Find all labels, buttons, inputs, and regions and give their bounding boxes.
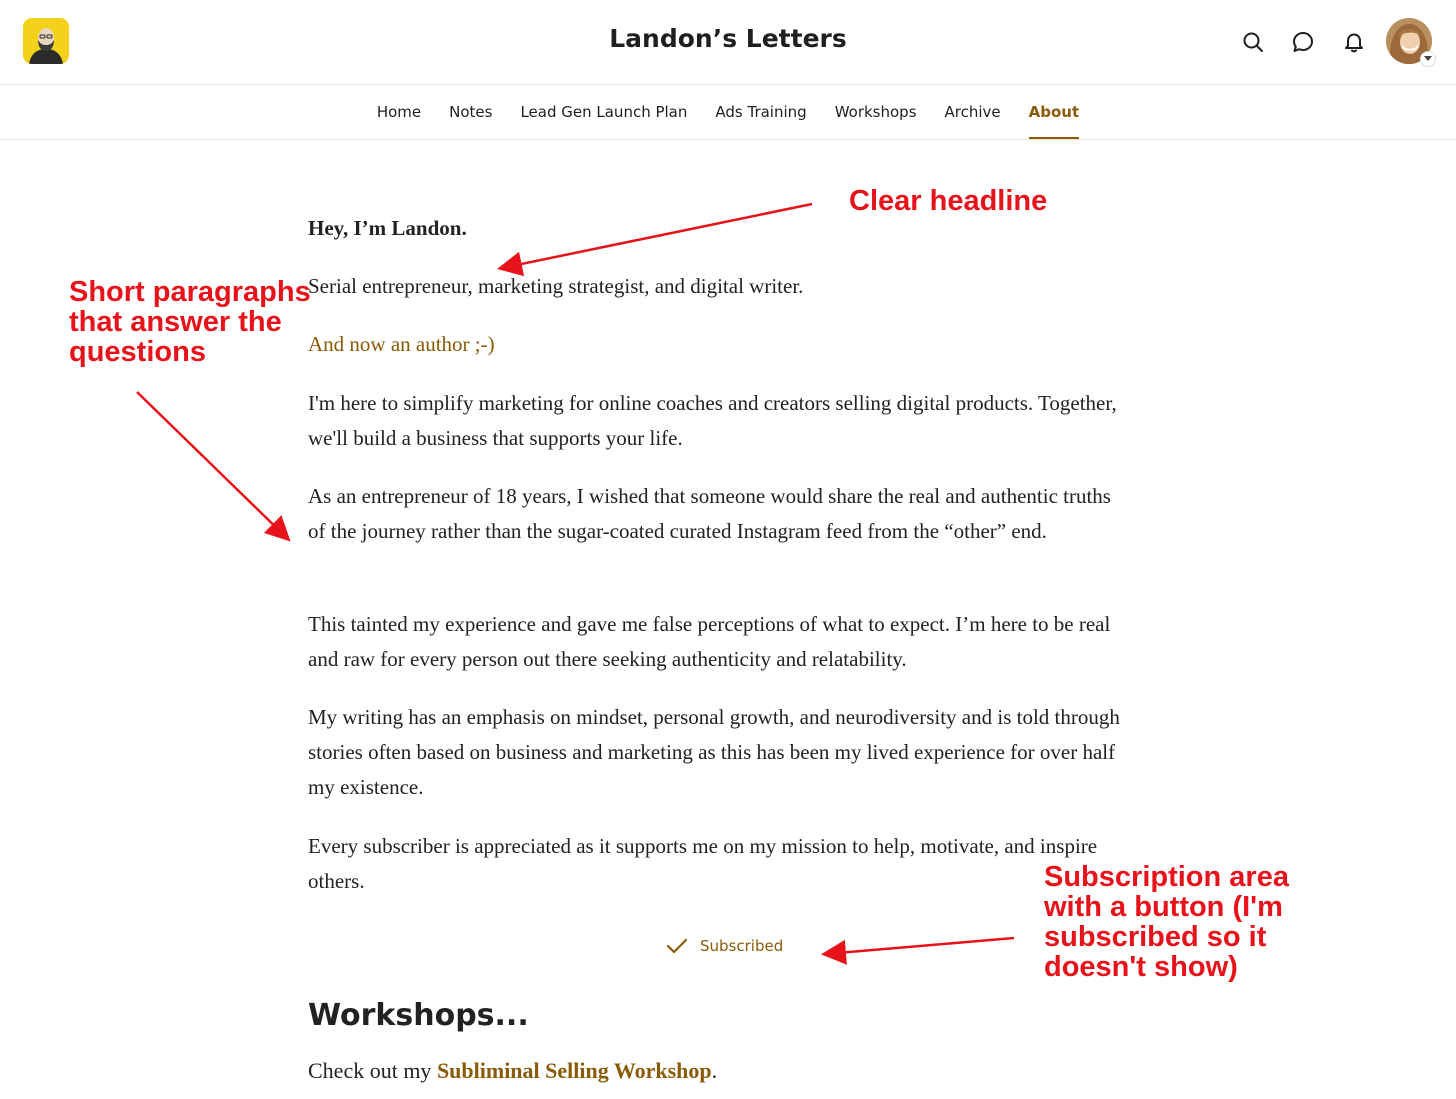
annotation-line: questions [69,336,206,368]
main-nav [0,85,1456,140]
top-bar [0,0,1456,85]
writing-paragraph: My writing has an emphasis on mindset, personal growth, and neurodiversity and is told through stories often based on business and marketing as this has been my lived experience for over half my existence. [308,705,1120,799]
subliminal-selling-workshop-link[interactable]: Subliminal Selling Workshop [436,1058,712,1083]
paragraphs-arrow [137,392,287,538]
nav-item-workshops[interactable]: Workshops [834,103,917,121]
nav-item-archive[interactable]: Archive [944,103,1001,121]
tagline-paragraph: Serial entrepreneur, marketing strategist, and digital writer. [308,274,804,298]
annotation-line: doesn't show) [1044,951,1238,983]
workshop-prefix: Check out my [308,1058,437,1083]
logo-portrait-icon [23,18,69,64]
nav-item-notes[interactable]: Notes [449,103,493,121]
workshop-suffix: . [711,1058,718,1083]
nav-item-ads-training[interactable]: Ads Training [715,103,807,121]
authenticity-paragraph: This tainted my experience and gave me false perceptions of what to expect. I’m here to be real and raw for every person out there seeking authenticity and relatability. [308,612,1111,671]
chevron-down-icon[interactable] [1421,52,1435,66]
subscriber-paragraph: Every subscriber is appreciated as it supports me on my mission to help, motivate, and inspire others. [308,834,1098,893]
search-icon[interactable] [1238,27,1268,57]
journey-paragraph: As an entrepreneur of 18 years, I wished that someone would share the real and authentic truths of the journey rather than the sugar-coated curated Instagram feed from the “other” end. [308,484,1111,543]
nav-item-about[interactable]: About [1029,85,1080,139]
annotation-subscription-area [1044,862,1289,982]
nav-item-lead-gen-launch-plan[interactable]: Lead Gen Launch Plan [520,103,688,121]
check-icon [666,937,688,955]
site-title[interactable]: Landon’s Letters [609,24,847,53]
subscribed-button[interactable] [666,931,783,961]
nav-list [0,85,1456,139]
author-note: And now an author ;-) [308,332,495,356]
workshop-paragraph [308,1053,717,1088]
greeting-headline: Hey, I’m Landon. [308,216,467,240]
annotation-line: Subscription area [1044,861,1289,893]
chat-icon[interactable] [1288,27,1318,57]
annotation-line: Short paragraphs [69,276,311,308]
workshops-heading: Workshops... [308,998,529,1033]
publication-logo[interactable] [23,18,69,64]
bell-icon[interactable] [1339,27,1369,57]
annotation-line: with a button (I'm [1044,891,1283,923]
intro-paragraph: I'm here to simplify marketing for online coaches and creators selling digital products. Together, we'll build a business that supports your life. [308,391,1117,450]
nav-item-home[interactable]: Home [376,103,422,121]
annotation-clear-headline: Clear headline [849,185,1048,217]
annotation-short-paragraphs [69,277,311,367]
subscribed-label: Subscribed [700,937,784,955]
annotation-line: that answer the [69,306,282,338]
annotation-line: subscribed so it [1044,921,1267,953]
subscription-arrow [826,938,1014,954]
